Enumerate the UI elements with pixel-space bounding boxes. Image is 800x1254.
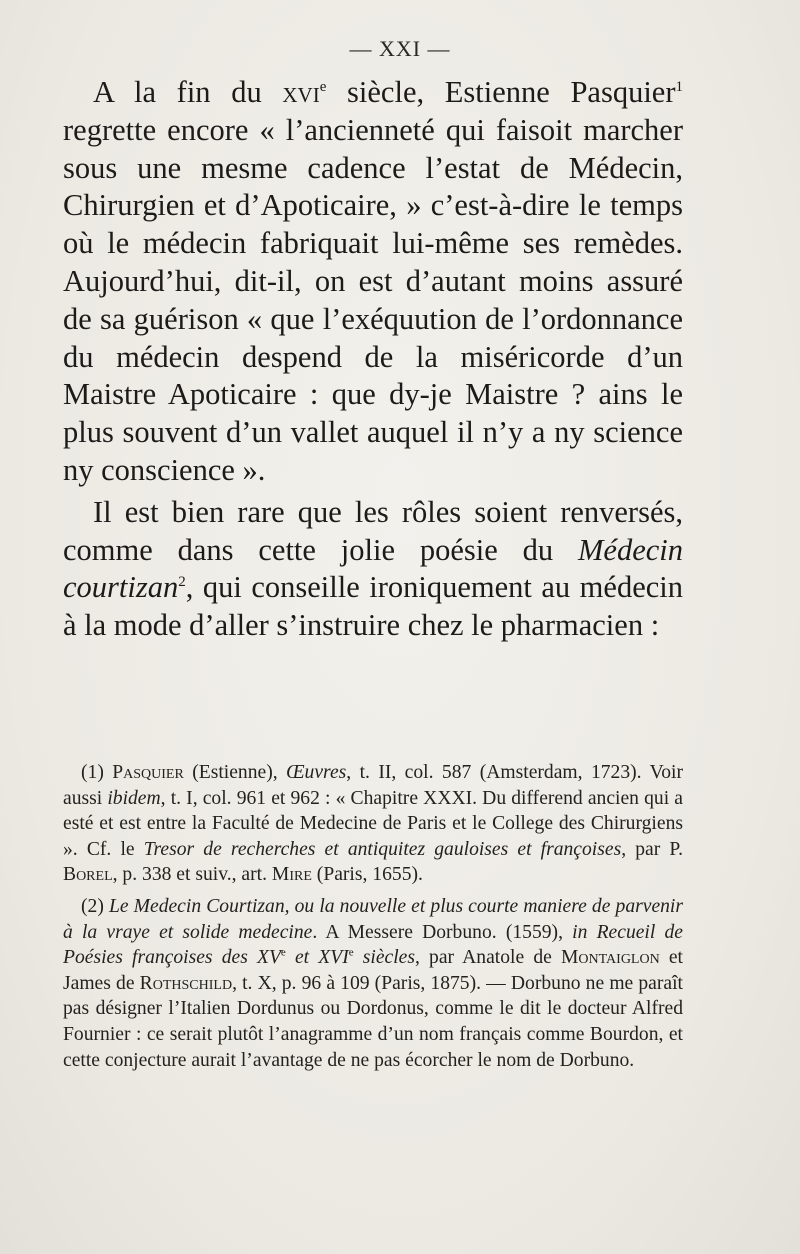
fn2-rothschild: Rothschild (139, 972, 233, 994)
fn1-borel: Borel (63, 864, 113, 886)
fn1-work: Œuvres (286, 762, 347, 783)
fn2-recueil: in Recueil de Poésies françoises des XV (63, 921, 683, 969)
paragraph-1 (63, 74, 683, 490)
fn2-label: (2) (81, 895, 109, 917)
fn2-a: . A Messere Dorbuno. (1559), (312, 921, 573, 943)
fn2-et: et XVI (285, 947, 349, 969)
paragraph-2 (63, 494, 683, 645)
footnote-ref-1: 1 (675, 78, 683, 95)
fn2-sup-e1: e (280, 946, 286, 959)
footnote-1 (63, 760, 683, 888)
fn1-label: (1) (81, 762, 113, 783)
footnote-ref-2: 2 (178, 574, 186, 591)
fn1-e: , p. 338 et suiv., art. (112, 864, 272, 886)
fn1-author: Pasquier (112, 762, 184, 783)
fn2-title: Le Medecin Courtizan, ou la nouvelle et plus courte maniere de parvenir à la vraye et solide medecine (63, 895, 684, 943)
p1-text-c: regrette encore « l’ancienneté qui faisoit marcher sous une mesme cadence l’estat de Médecin, Chirurgien et d’Apoticaire, » c’est-à-dire le temps où le médecin fabriquait lui-même ses remèdes. Aujourd’hui, dit-il, on est d’autant moins assuré de sa guérison « que l’exéquution de l’ordonnance du médecin despend de la miséricorde d’un Maistre Apoticaire : que dy-je Maistre ? ains le plus souvent d’un vallet auquel il n’y a ny science ny conscience ». (63, 112, 683, 487)
fn1-f: (Paris, 1655). (311, 864, 423, 886)
p1-text-a: A la fin du (93, 75, 283, 109)
page-number-header: — XXI — (349, 36, 451, 61)
footnotes (63, 760, 683, 1073)
fn1-c: , t. I, col. 961 et 962 : « Chapitre XXXI. Du differend ancien qui a esté et est entre la Faculté de Medecine de Paris et le College des Chirurgiens ». Cf. le (63, 787, 683, 860)
fn1-d: , par P. (621, 838, 683, 860)
fn1-mire: Mire (271, 864, 312, 886)
main-text (63, 74, 683, 645)
fn2-b: , par Anatole de (415, 947, 561, 969)
footnote-2 (63, 894, 683, 1073)
p2-text-b: , qui conseille ironiquement au médecin à la mode d’aller s’instruire chez le pharmacien : (63, 570, 683, 643)
fn1-b: , t. II, col. 587 (Amsterdam, 1723). Voir aussi (63, 762, 683, 809)
p2-title-italic: Médecin courtizan (63, 532, 683, 605)
fn2-sup-e2: e (348, 946, 354, 959)
fn2-montaiglon: Montaiglon (560, 947, 660, 969)
p1-century: xvi (282, 75, 320, 109)
fn1-ibidem: ibidem (107, 787, 161, 809)
fn2-siecles: siècles (353, 947, 415, 969)
p2-text-a: Il est bien rare que les rôles soient renversés, comme dans cette jolie poésie du (63, 494, 683, 567)
fn2-c: et James de (63, 947, 683, 994)
p1-text-b: siècle, Estienne Pasquier (326, 75, 676, 109)
fn1-a: (Estienne), (183, 762, 287, 783)
p1-century-sup: e (319, 78, 327, 95)
fn1-tresor: Tresor de recherches et antiquitez gauloises et françoises (143, 838, 622, 860)
fn2-d: , t. X, p. 96 à 109 (Paris, 1875). — Dorbuno ne me paraît pas désigner l’Italien Dordunus ou Dordonus, comme le dit le docteur Alfred Fournier : ce serait plutôt l’anagramme d’un nom français comme Bourdon, et cette conjecture aurait l’avantage de ne pas écorcher le nom de Dorbuno. (63, 972, 683, 1071)
